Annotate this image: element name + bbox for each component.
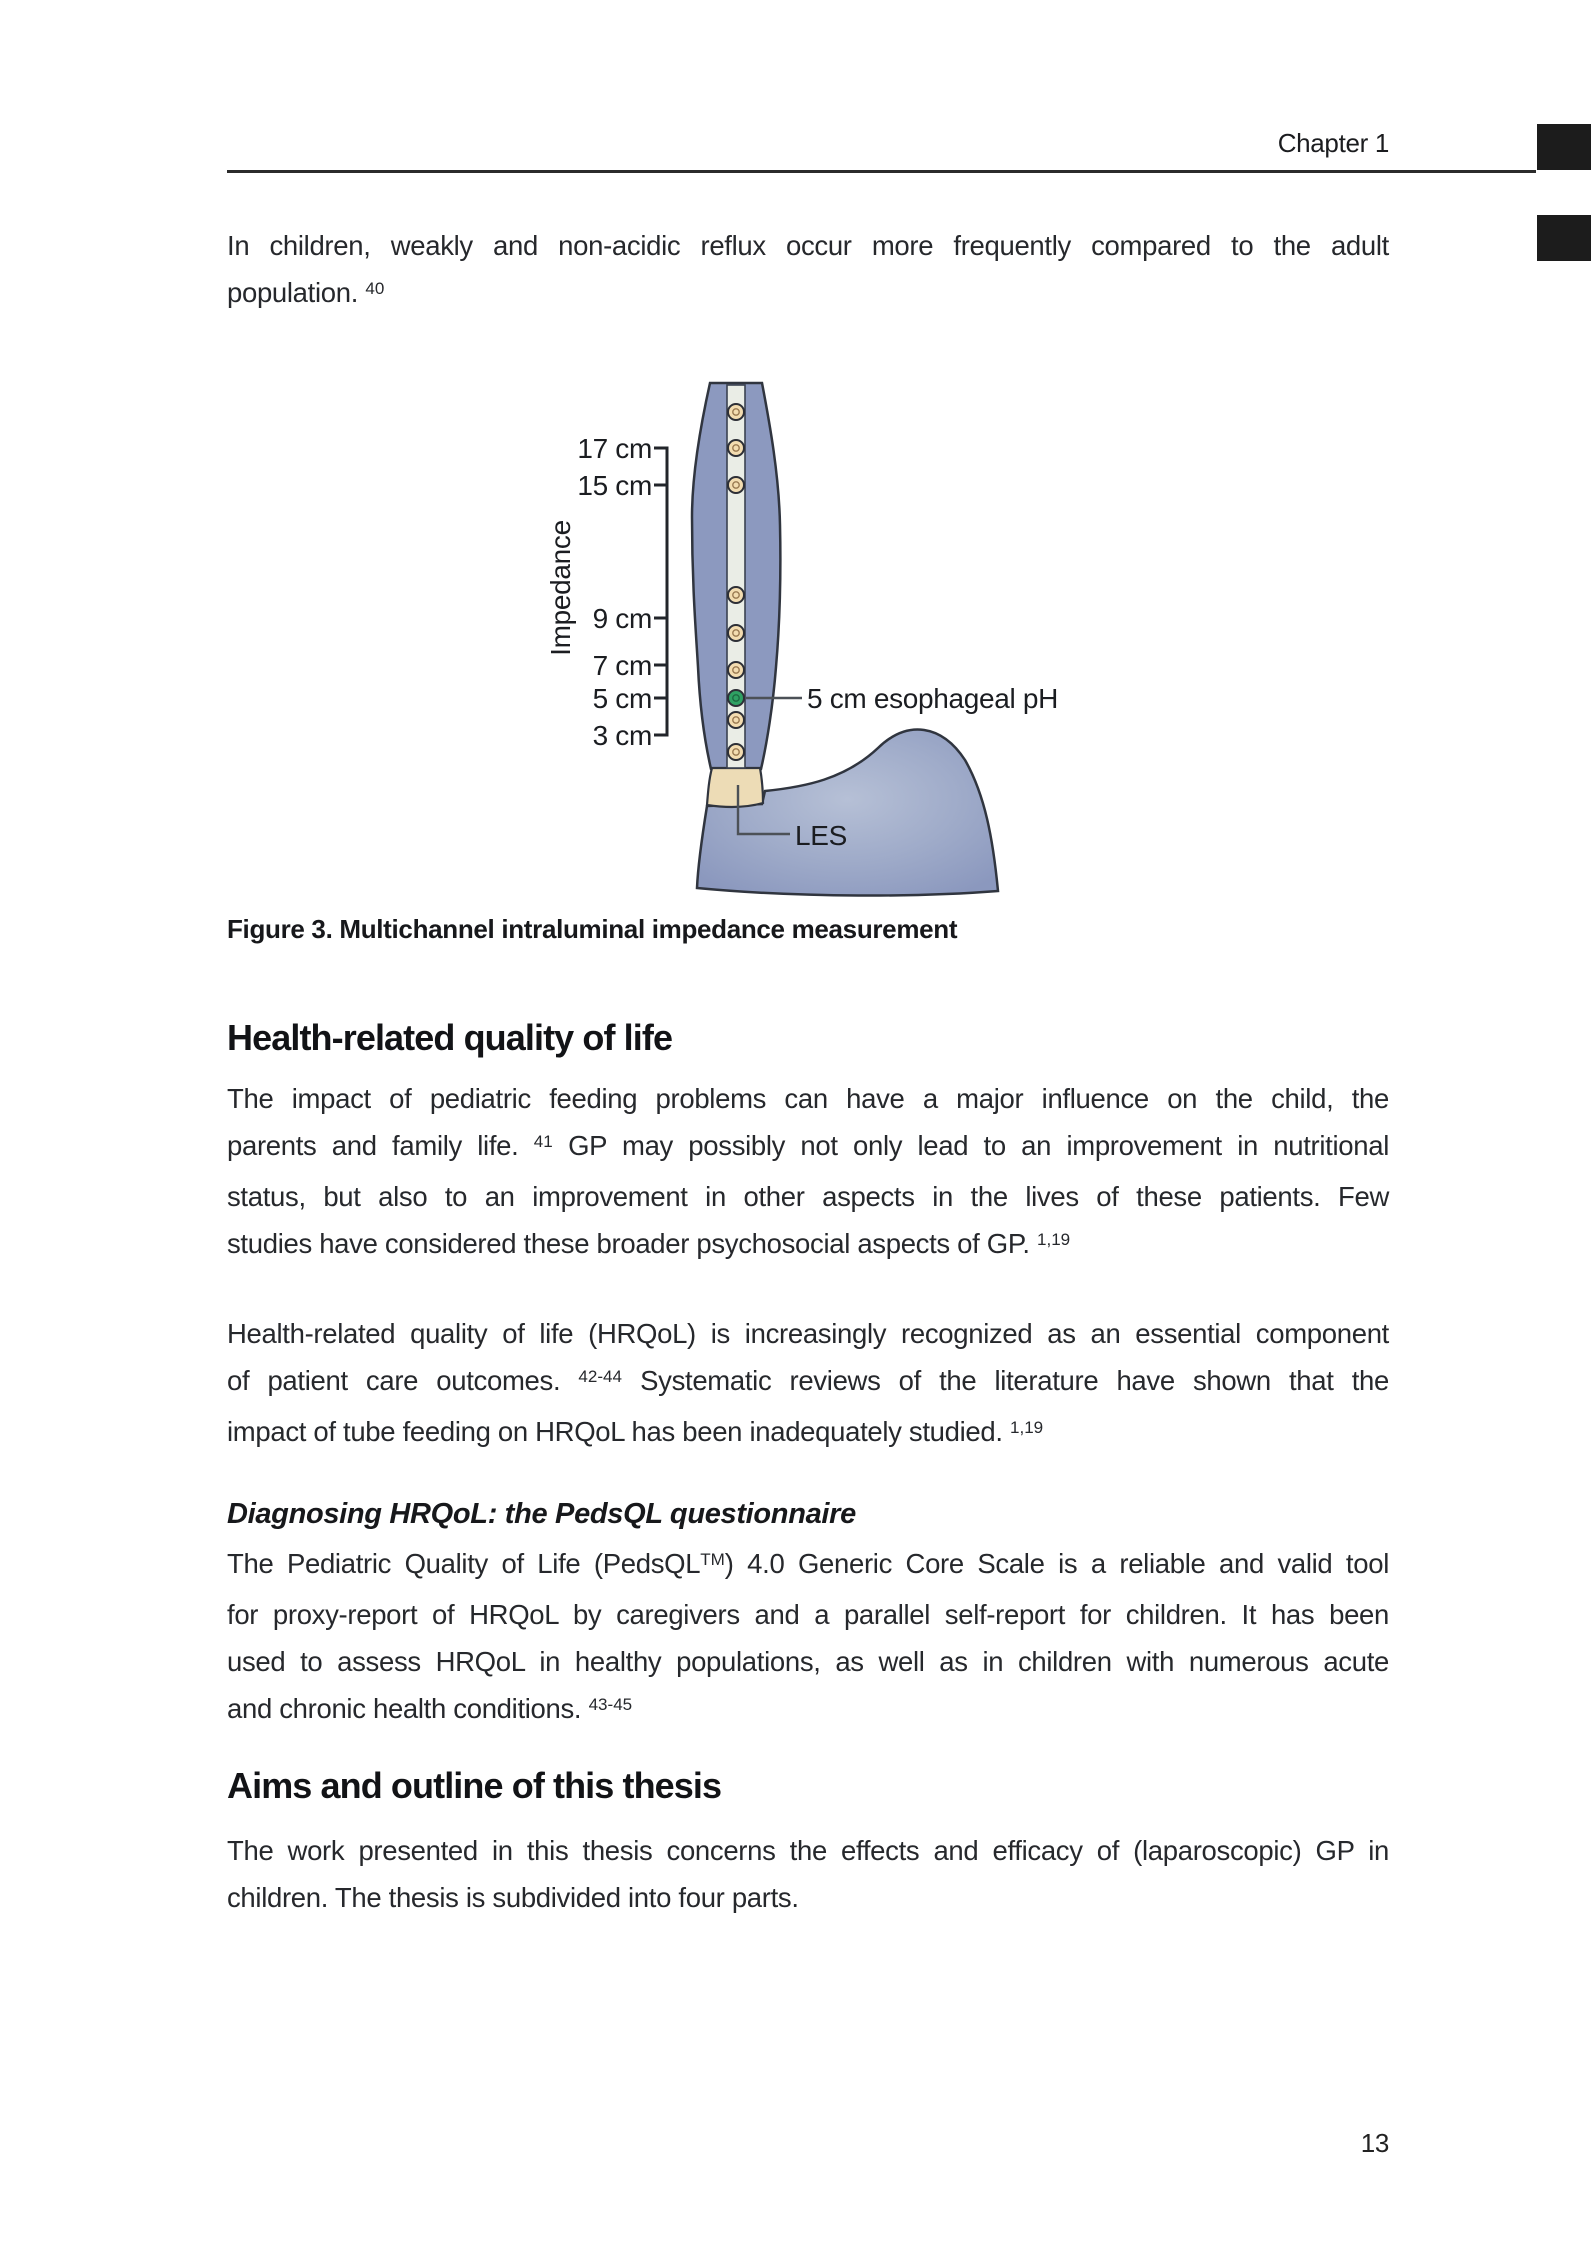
subsection-heading-pedsql: Diagnosing HRQoL: the PedsQL questionnaire [227, 1498, 856, 1530]
text-line: impact of tube feeding on HRQoL has been inadequately studied. $^{1,19}$ [227, 1416, 1044, 1447]
text-line: studies have considered these broader psychosocial aspects of GP. $^{1,19}$ [227, 1228, 1071, 1259]
text-line: used to assess HRQoL in healthy populations, as well as in children with numerous acute [227, 1646, 1389, 1677]
text-line: status, but also to an improvement in other aspects in the lives of these patients. Few [227, 1181, 1389, 1212]
depth-label-17cm: 17 cm [577, 433, 652, 464]
text-line: children. The thesis is subdivided into four parts. [227, 1882, 799, 1913]
header-rule [227, 170, 1536, 173]
esophagus-impedance-diagram [540, 375, 1100, 915]
depth-label-9cm: 9 cm [592, 603, 652, 634]
running-header-chapter: Chapter 1 [1277, 128, 1389, 158]
les-label: LES [795, 820, 847, 851]
text-line: for proxy-report of HRQoL by caregivers and a parallel self-report for children. It has been [227, 1599, 1389, 1630]
text-line: The Pediatric Quality of Life (PedsQL™) 4.0 Generic Core Scale is a reliable and valid tool [227, 1548, 1389, 1579]
text-line: In children, weakly and non-acidic reflux occur more frequently compared to the adult [227, 230, 1389, 261]
section-heading-hrqol: Health-related quality of life [227, 1017, 673, 1058]
figure-caption: Figure 3. Multichannel intraluminal impedance measurement [227, 914, 958, 944]
depth-label-15cm: 15 cm [577, 470, 652, 501]
page-number: 13 [1360, 2128, 1389, 2158]
figure-3-illustration [540, 375, 1100, 915]
ph-sensor-green [728, 690, 744, 706]
les-band [707, 768, 763, 807]
text-line: population. $^{40}$ [227, 277, 385, 308]
depth-label-3cm: 3 cm [592, 720, 652, 751]
aims-paragraph [227, 1827, 1389, 1921]
section-heading-aims: Aims and outline of this thesis [227, 1765, 722, 1806]
hrqol-paragraph-1 [227, 1075, 1389, 1271]
depth-label-7cm: 7 cm [592, 650, 652, 681]
text-line: parents and family life. $^{41}$ GP may possibly not only lead to an improvement in nutritional [227, 1130, 1389, 1161]
thumb-index-mark-top [1537, 124, 1591, 170]
pedsql-paragraph [227, 1540, 1389, 1736]
intro-paragraph [227, 222, 1389, 320]
thumb-index-mark-bottom [1537, 215, 1591, 261]
text-line: Health-related quality of life (HRQoL) is increasingly recognized as an essential component [227, 1318, 1389, 1349]
text-line: The work presented in this thesis concerns the effects and efficacy of (laparoscopic) GP in [227, 1835, 1389, 1866]
depth-label-5cm: 5 cm [592, 683, 652, 714]
text-line: The impact of pediatric feeding problems can have a major influence on the child, the [227, 1083, 1389, 1114]
impedance-axis-label: Impedance [545, 520, 576, 656]
depth-bracket [654, 448, 667, 735]
text-line: and chronic health conditions. $^{43-45}$ [227, 1693, 633, 1724]
hrqol-paragraph-2 [227, 1310, 1389, 1459]
ph-sensor-label: 5 cm esophageal pH [807, 683, 1059, 714]
text-line: of patient care outcomes. $^{42-44}$ Systematic reviews of the literature have shown that the [227, 1365, 1389, 1396]
